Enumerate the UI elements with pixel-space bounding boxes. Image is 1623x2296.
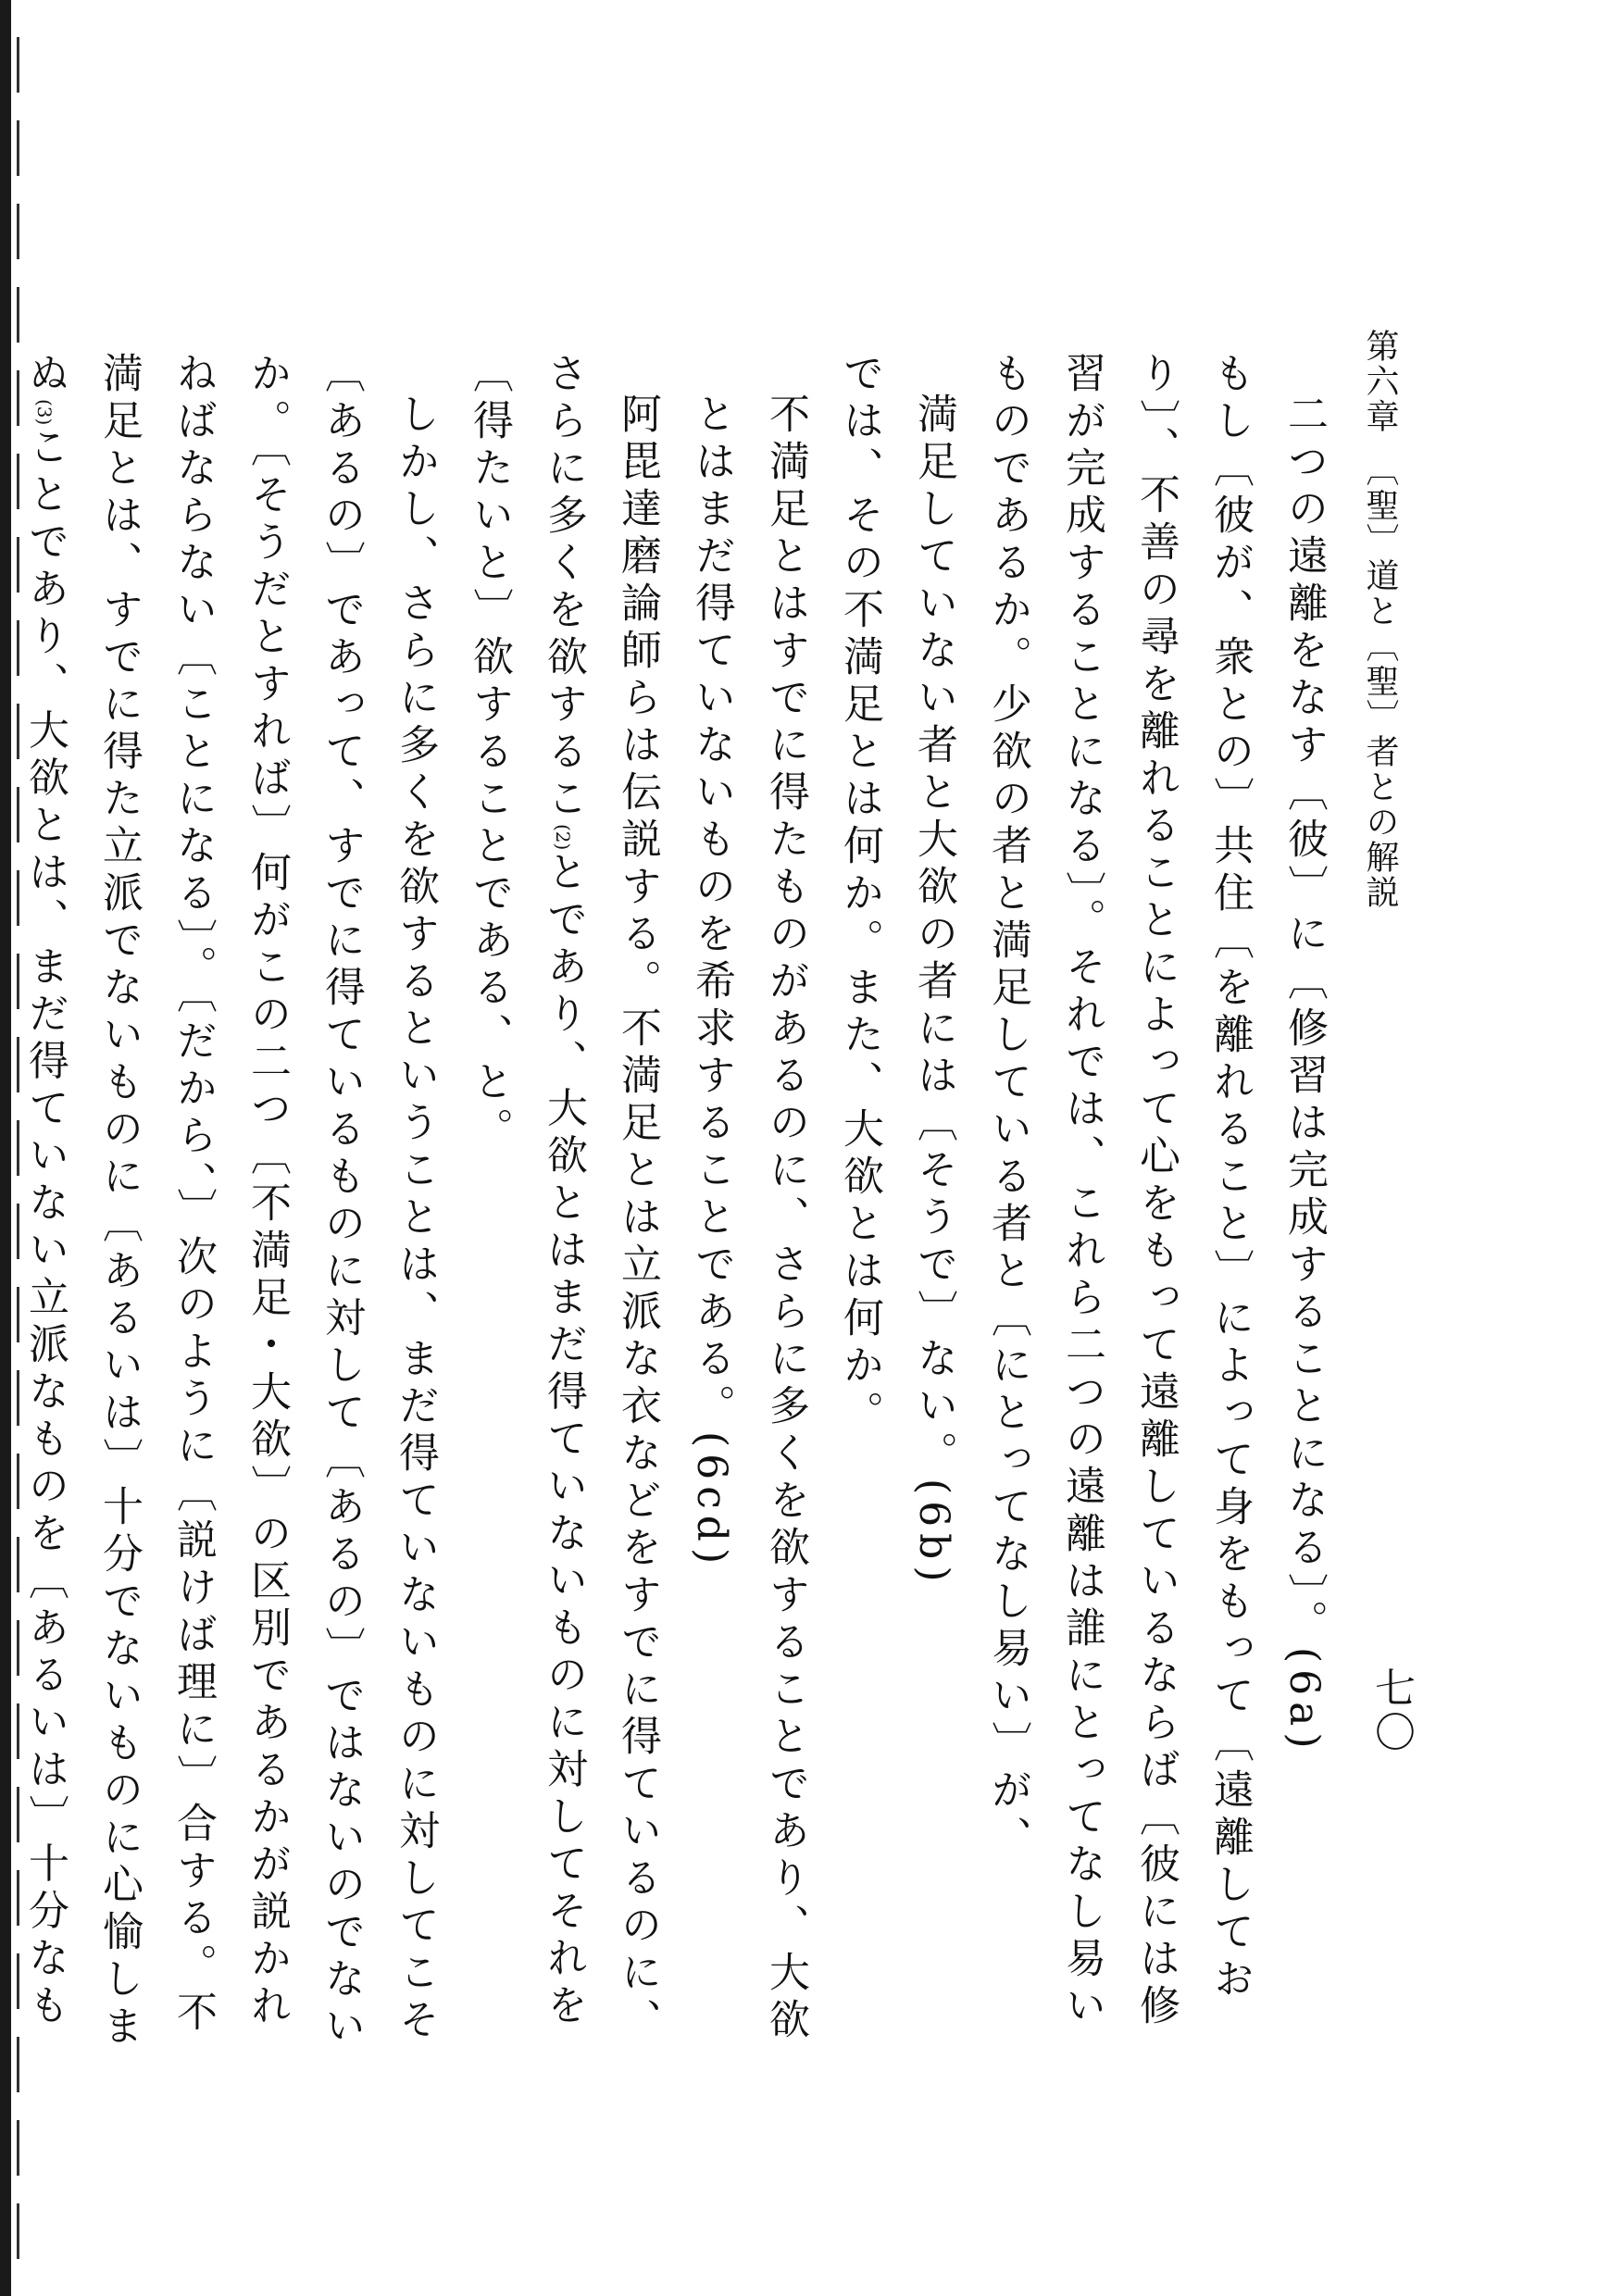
page-number: 七〇	[1367, 1666, 1415, 1755]
paragraph-4	[0, 352, 452, 2065]
note-ref-3: (3)	[33, 399, 56, 426]
verse-6cd: 不満足とはすでに得たものがあるのに、さらに多くを欲することであり、大欲とはまだ得ていないものを希求することである。(6cd)	[688, 393, 809, 2045]
note-ref-2: (2)	[552, 824, 574, 851]
paragraph-3	[452, 352, 674, 2065]
verse-6a: 二つの遠離をなす〔彼〕に〔修習は完成することになる〕。(6a)	[1280, 393, 1328, 1755]
paragraph-4-text-a: しかし、さらに多くを欲するということは、まだ得ていないものに対してこそ〔あるの〕であって、すでに得ているものに対して〔あるの〕ではないのでないか。〔そうだとすれば〕何がこの二つ〔不満足・大欲〕の区別であるかが説かれねばならない〔ことになる〕。〔だから、〕次のように〔説けば理に〕合する。不満足とは、すでに得た立派でないものに〔あるいは〕十分でないものに心愉しまぬ	[21, 352, 439, 2052]
paragraph-3-text-a: 阿毘達磨論師らは伝説する。不満足とは立派な衣などをすでに得ているのに、さらに多くを欲するこ	[540, 352, 661, 2045]
running-head: 第六章 〔聖〕道と〔聖〕者との解説	[1361, 329, 1399, 910]
paragraph-4-text-b: ことであり、大欲とは、まだ得ていない立派なものを〔あるいは〕十分なも	[21, 425, 69, 2031]
main-text	[21, 352, 1341, 2065]
verse-6b: 満足していない者と大欲の者には〔そうで〕ない。(6b)	[910, 393, 957, 1589]
paragraph-1: もし〔彼が、衆との〕共住〔を離れること〕によって身をもって〔遠離しており〕、不善の尋を離れることによって心をもって遠離しているならば〔彼には修習が完成することになる〕。それでは、これら二つの遠離は誰にとってなし易いものであるか。少欲の者と満足している者と〔にとってなし易い〕が、	[984, 352, 1254, 2031]
paragraph-2: では、その不満足とは何か。また、大欲とは何か。	[836, 352, 883, 1438]
paragraph-3-text-b: とであり、大欲とはまだ得ていないものに対してそれを〔得たいと〕欲することである、と。	[466, 352, 587, 2031]
